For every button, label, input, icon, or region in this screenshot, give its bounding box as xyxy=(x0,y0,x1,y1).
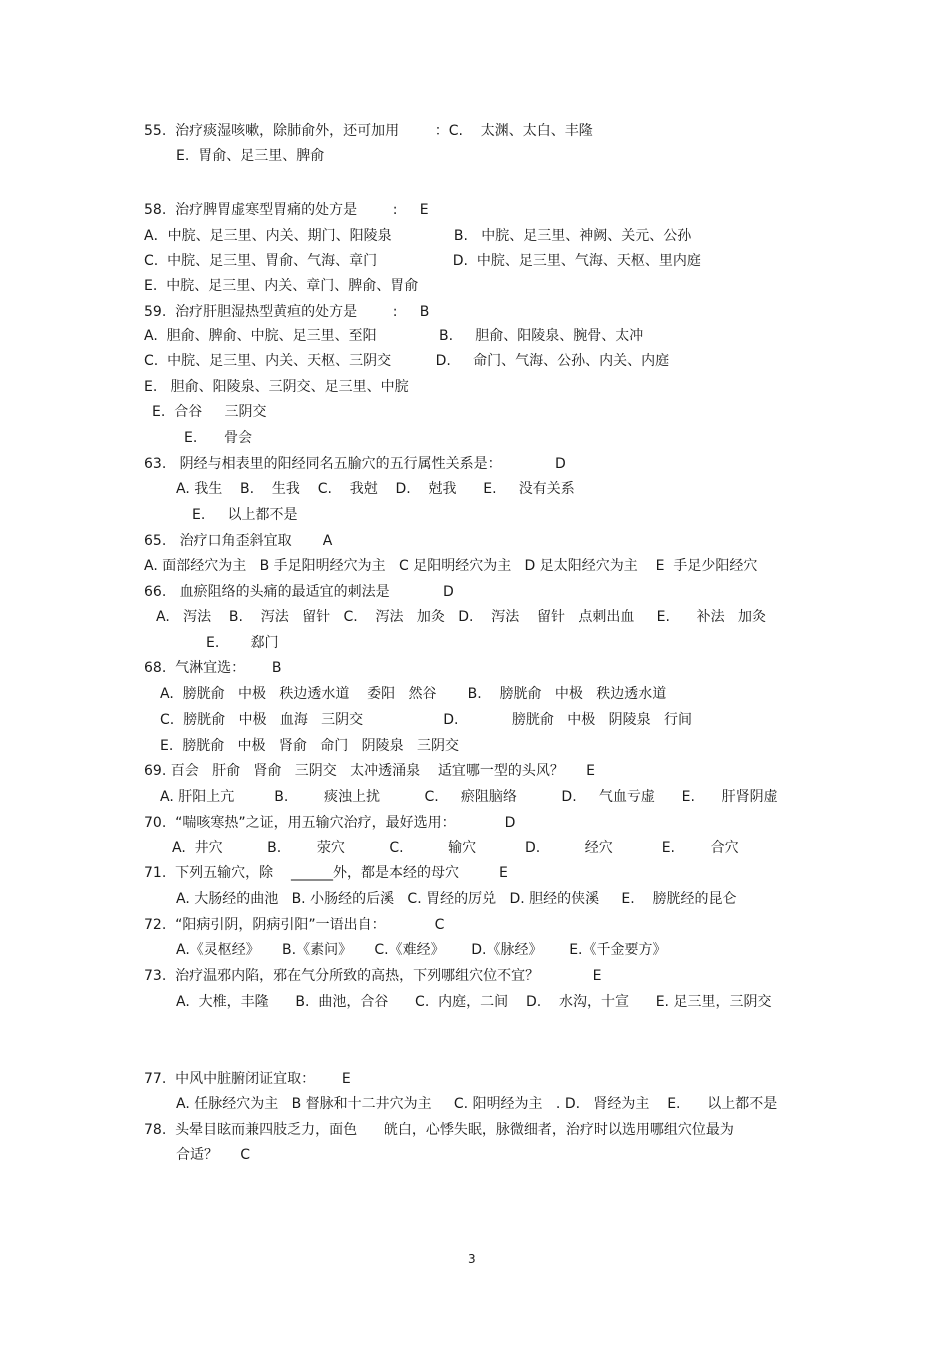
text-line: C. 中脘、足三里、内关、天枢、三阴交 D. 命门、气海、公孙、内关、内庭 xyxy=(144,353,670,369)
text-line: A. 任脉经穴为主 B 督脉和十二井穴为主 C. 阳明经为主 . D. 肾经为主 E. 以上都不是 xyxy=(176,1096,778,1112)
text-line: 59. 治疗肝胆湿热型黄疸的处方是 : B xyxy=(144,304,430,320)
text-line: E. 胆俞、阳陵泉、三阴交、足三里、中脘 xyxy=(144,379,409,395)
text-line: A. 大肠经的曲池 B. 小肠经的后溪 C. 胃经的厉兑 D. 胆经的侠溪 E. 膀胱经的昆仑 xyxy=(176,891,737,907)
text-line: 70. “喘咳寒热”之证，用五输穴治疗，最好选用： D xyxy=(144,815,516,831)
text-line: E. 中脘、足三里、内关、章门、脾俞、胃俞 xyxy=(144,278,419,294)
text-line: A．中脘、足三里、内关、期门、阳陵泉 B. 中脘、足三里、神阙、关元、公孙 xyxy=(144,228,692,244)
text-line: C. 中脘、足三里、胃俞、气海、章门 D. 中脘、足三里、气海、天枢、里内庭 xyxy=(144,253,701,269)
text-line: 58. 治疗脾胃虚寒型胃痛的处方是 : E xyxy=(144,202,429,218)
text-line: E. 胃俞、足三里、脾俞 xyxy=(176,148,325,164)
text-line: 55. 治疗痰湿咳嗽，除肺俞外，还可加用 ：C. 太渊、太白、丰隆 xyxy=(144,123,593,139)
text-line: 71. 下列五输穴，除 ______外，都是本经的母穴 E xyxy=(144,865,508,881)
text-line: 72. “阳病引阴，阴病引阳”一语出自： C xyxy=(144,917,445,933)
text-line: 合适？ C xyxy=(176,1147,251,1163)
text-line: A. 井穴 B. 荥穴 C. 输穴 D. 经穴 E. 合穴 xyxy=(172,840,739,856)
text-line: A. 面部经穴为主 B 手足阳明经穴为主 C 足阳明经穴为主 D 足太阳经穴为主 E 手足少阳经穴 xyxy=(144,558,758,574)
text-line: 68. 气淋宜选： B xyxy=(144,660,282,676)
text-line: E. 骨会 xyxy=(184,430,252,446)
text-line: 77. 中风中脏腑闭证宜取： E xyxy=(144,1071,351,1087)
text-line: E. 郄门 xyxy=(206,635,279,651)
page-number: 3 xyxy=(468,1252,476,1266)
text-line: A. 大椎，丰隆 B. 曲池，合谷 C. 内庭，二间 D. 水沟，十宣 E. 足三里，三阴交 xyxy=(176,994,772,1010)
text-line: 78. 头晕目眩而兼四肢乏力，面色 㿠白，心悸失眠，脉微细者，治疗时以选用哪组穴位最为 xyxy=(144,1122,734,1138)
text-line: A. 肝阳上亢 B. 痰浊上扰 C. 瘀阻脑络 D. 气血亏虚 E. 肝肾阴虚 xyxy=(160,789,778,805)
text-line: A. 膀胱俞 中极 秩边透水道 委阳 然谷 B. 膀胱俞 中极 秩边透水道 xyxy=(160,686,667,702)
text-line: 66. 血瘀阻络的头痛的最适宜的刺法是 D xyxy=(144,584,454,600)
text-line: A. 胆俞、脾俞、中脘、足三里、至阳 B. 胆俞、阳陵泉、腕骨、太冲 xyxy=(144,328,644,344)
text-line: 69. 百会 肝俞 肾俞 三阴交 太冲透涌泉 适宜哪一型的头风？ E xyxy=(144,763,596,779)
text-line: E. 膀胱俞 中极 肾俞 命门 阴陵泉 三阴交 xyxy=(160,738,459,754)
text-line: A. 泻法 B. 泻法 留针 C. 泻法 加灸 D. 泻法 留针 点刺出血 E. 补法 加灸 xyxy=(156,609,766,625)
text-line: A.《灵枢经》 B.《素问》 C.《难经》 D.《脉经》 E.《千金要方》 xyxy=(176,942,667,958)
text-line: 65. 治疗口角歪斜宜取 A xyxy=(144,533,333,549)
text-line: C. 膀胱俞 中极 血海 三阴交 D. 膀胱俞 中极 阴陵泉 行间 xyxy=(160,712,692,728)
text-line: A. 我生 B. 生我 C. 我尅 D. 尅我 E. 没有关系 xyxy=(176,481,575,497)
text-line: 63. 阴经与相表里的阳经同名五腧穴的五行属性关系是： D xyxy=(144,456,566,472)
text-line: E. 合谷 三阴交 xyxy=(152,404,267,420)
text-line: 73. 治疗温邪内陷，邪在气分所致的高热，下列哪组穴位不宜？ E xyxy=(144,968,602,984)
text-line: E. 以上都不是 xyxy=(192,507,298,523)
